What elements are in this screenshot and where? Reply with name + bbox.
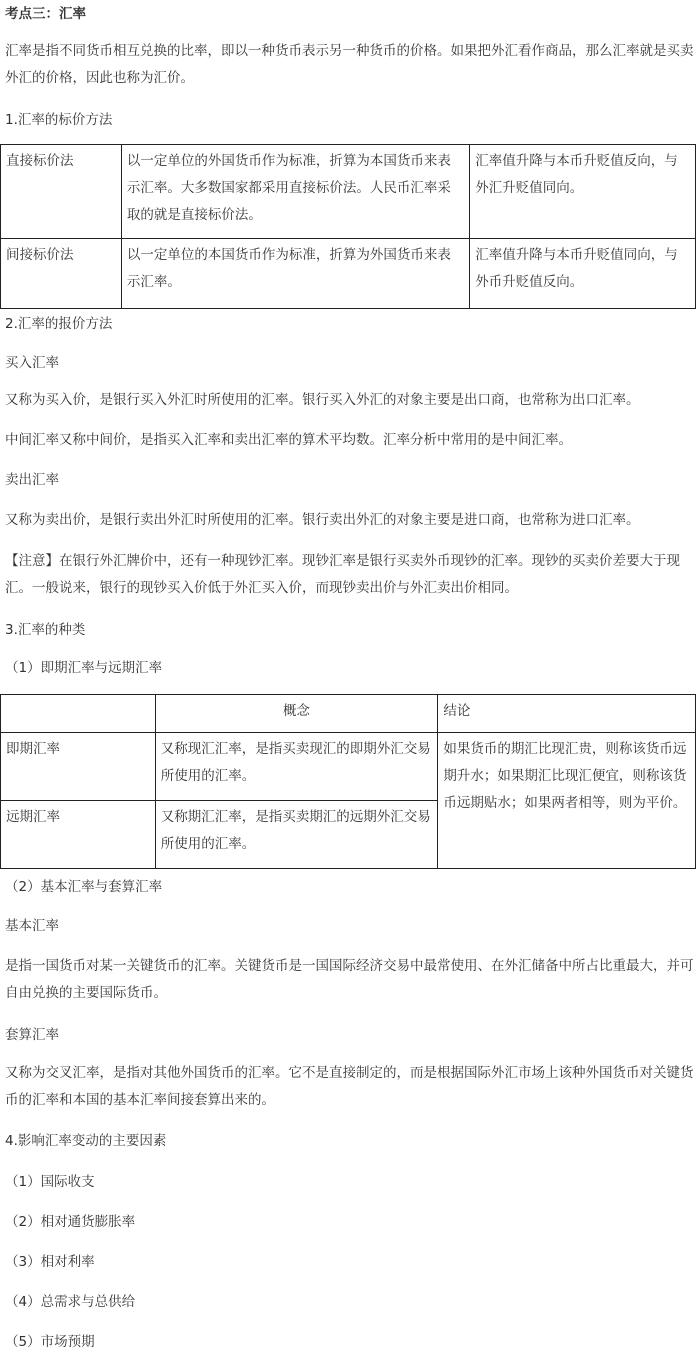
table-cell: 直接标价法	[1, 145, 122, 239]
factors-heading: 4.影响汇率变动的主要因素	[5, 1133, 167, 1149]
table-cell: 以一定单位的外国货币作为标准，折算为本国货币来表示汇率。大多数国家都采用直接标价法。人民币汇率采取的就是直接标价法。	[121, 145, 469, 239]
table-cell: 如果货币的期汇比现汇贵，则称该货币远期升水；如果期汇比现汇便宜，则称该货币远期贴水；如果两者相等，则为平价。	[438, 733, 696, 869]
table-row	[1, 145, 696, 239]
sell-rate-title: 卖出汇率	[5, 472, 59, 488]
basic-rate-title: 基本汇率	[5, 918, 59, 934]
price-methods-heading: 2.汇率的报价方法	[5, 316, 113, 332]
quote-methods-table	[0, 144, 696, 309]
table-cell: 即期汇率	[1, 733, 156, 801]
table-cell: 汇率值升降与本币升贬值同向，与外币升贬值反向。	[470, 239, 696, 309]
table-header-conclusion: 结论	[438, 695, 696, 733]
table-header-concept: 概念	[155, 695, 438, 733]
buy-rate-text: 又称为买入价，是银行买入外汇时所使用的汇率。银行买入外汇的对象主要是出口商，也常称为出口汇率。	[5, 392, 640, 408]
sell-rate-text: 又称为卖出价，是银行卖出外汇时所使用的汇率。银行卖出外汇的对象主要是进口商，也常称为进口汇率。	[5, 512, 640, 528]
middle-rate-text: 中间汇率又称中间价，是指买入汇率和卖出汇率的算术平均数。汇率分析中常用的是中间汇率。	[5, 432, 572, 448]
buy-rate-title: 买入汇率	[5, 355, 59, 371]
intro-paragraph: 汇率是指不同货币相互兑换的比率，即以一种货币表示另一种货币的价格。如果把外汇看作商品，那么汇率就是买卖外汇的价格，因此也称为汇价。	[5, 43, 694, 86]
list-item: （1）国际收支	[5, 1174, 95, 1190]
table-cell: 间接标价法	[1, 239, 122, 309]
table-cell: 又称现汇汇率，是指买卖现汇的即期外汇交易所使用的汇率。	[155, 733, 438, 801]
cross-rate-title: 套算汇率	[5, 1027, 59, 1043]
table-row	[1, 733, 696, 801]
basic-rate-text: 是指一国货币对某一关键货币的汇率。关键货币是一国国际经济交易中最常使用、在外汇储备中所占比重最大，并可自由兑换的主要国际货币。	[5, 958, 694, 1001]
list-item: （2）相对通货膨胀率	[5, 1214, 136, 1230]
list-item: （4）总需求与总供给	[5, 1294, 136, 1310]
list-item: （3）相对利率	[5, 1254, 95, 1270]
quote-methods-heading: 1.汇率的标价方法	[5, 112, 113, 128]
types-sub1: （1）即期汇率与远期汇率	[5, 660, 163, 676]
section-title: 考点三：汇率	[5, 6, 86, 22]
table-row	[1, 239, 696, 309]
note-text: 在银行外汇牌价中，还有一种现钞汇率。现钞汇率是银行买卖外币现钞的汇率。现钞的买卖价差要大于现汇。一般说来，银行的现钞买入价低于外汇买入价，而现钞卖出价与外汇卖出价相同。	[5, 553, 680, 596]
types-sub2: （2）基本汇率与套算汇率	[5, 879, 163, 895]
table-cell	[1, 695, 156, 733]
table-cell: 汇率值升降与本币升贬值反向，与外汇升贬值同向。	[470, 145, 696, 239]
table-header-row	[1, 695, 696, 733]
note-label: 【注意】	[5, 553, 59, 569]
note-paragraph	[5, 548, 695, 602]
table-cell: 又称期汇汇率，是指买卖期汇的远期外汇交易所使用的汇率。	[155, 801, 438, 869]
cross-rate-text: 又称为交叉汇率，是指对其他外国货币的汇率。它不是直接制定的，而是根据国际外汇市场上该种外国货币对关键货币的汇率和本国的基本汇率间接套算出来的。	[5, 1065, 694, 1108]
table-cell: 远期汇率	[1, 801, 156, 869]
list-item: （5）市场预期	[5, 1334, 95, 1350]
spot-forward-table	[0, 694, 696, 869]
table-cell: 以一定单位的本国货币作为标准，折算为外国货币来表示汇率。	[121, 239, 469, 309]
types-heading: 3.汇率的种类	[5, 622, 86, 638]
